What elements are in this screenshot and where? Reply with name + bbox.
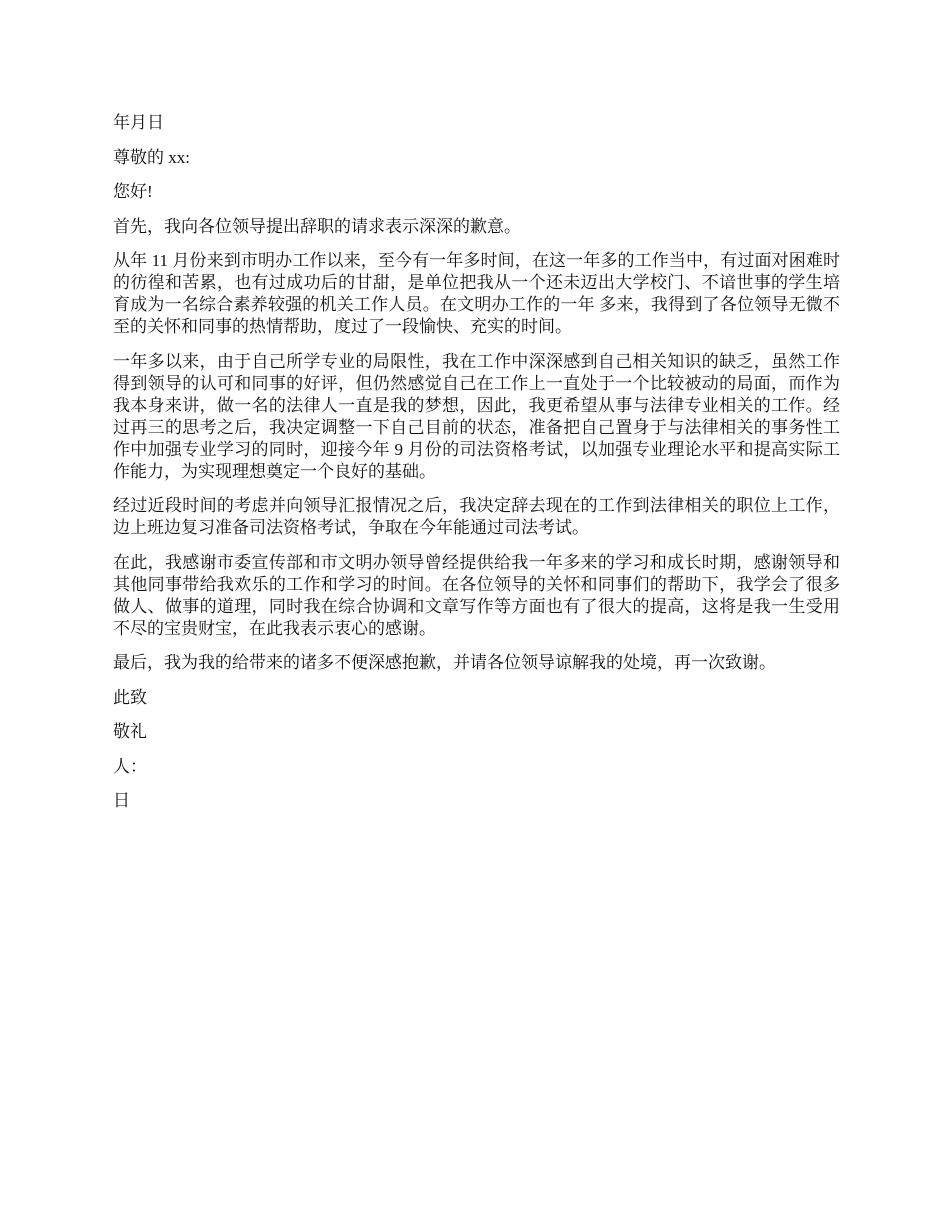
letter-body [113, 112, 840, 825]
greeting: 您好! [113, 182, 153, 201]
date-label: 日 [113, 791, 130, 810]
date-line: 年月日 [113, 113, 164, 132]
closing-line-2: 敬礼 [113, 722, 147, 741]
salutation: 尊敬的 xx: [113, 147, 190, 167]
paragraph-decision: 经过近段时间的考虑并向领导汇报情况之后，我决定辞去现在的工作到法律相关的职位上工作，边上班边复习准备司法资格考试，争取在今年能通过司法考试。 [113, 496, 840, 537]
paragraph-apology: 首先，我向各位领导提出辞职的请求表示深深的歉意。 [113, 216, 521, 236]
closing-line-1: 此致 [113, 687, 147, 707]
paragraph-thanks: 在此，我感谢市委宣传部和市文明办领导曾经提供给我一年多来的学习和成长时期，感谢领导和其他同事带给我欢乐的工作和学习的时间。在各位领导的关怀和同事们的帮助下，我学会了很多做人、做事的道理，同时我在综合协调和文章写作等方面也有了很大的提高，这将是我一生受用不尽的宝贵财宝，在此我表示衷心的感谢。 [113, 552, 840, 638]
signature-label: 人： [113, 756, 147, 776]
paragraph-work-history: 从年 11 月份来到市明办工作以来，至今有一年多时间，在这一年多的工作当中，有过面对困难时的彷徨和苦累，也有过成功后的甘甜，是单位把我从一个还未迈出大学校门、不谙世事的学生培育成为一名综合素养较强的机关工作人员。在文明办工作的一年 多来，我得到了各位领导无微不至的关怀和同事的热情帮助，度过了一段愉快、充实的时间。 [113, 251, 840, 336]
paragraph-reason: 一年多以来，由于自己所学专业的局限性，我在工作中深深感到自己相关知识的缺乏，虽然工作得到领导的认可和同事的好评，但仍然感觉自己在工作上一直处于一个比较被动的局面，而作为我本身来讲，做一名的法律人一直是我的梦想，因此，我更希望从事与法律专业相关的工作。经过再三的思考之后，我决定调整一下自己目前的状态，准备把自己置身于与法律相关的事务性工作中加强专业学习的同时，迎接今年 9 月份的司法资格考试，以加强专业理论水平和提高实际工作能力，为实现理想奠定一个良好的基础。 [113, 351, 840, 481]
paragraph-final: 最后，我为我的给带来的诸多不便深感抱歉，并请各位领导谅解我的处境，再一次致谢。 [113, 653, 776, 672]
